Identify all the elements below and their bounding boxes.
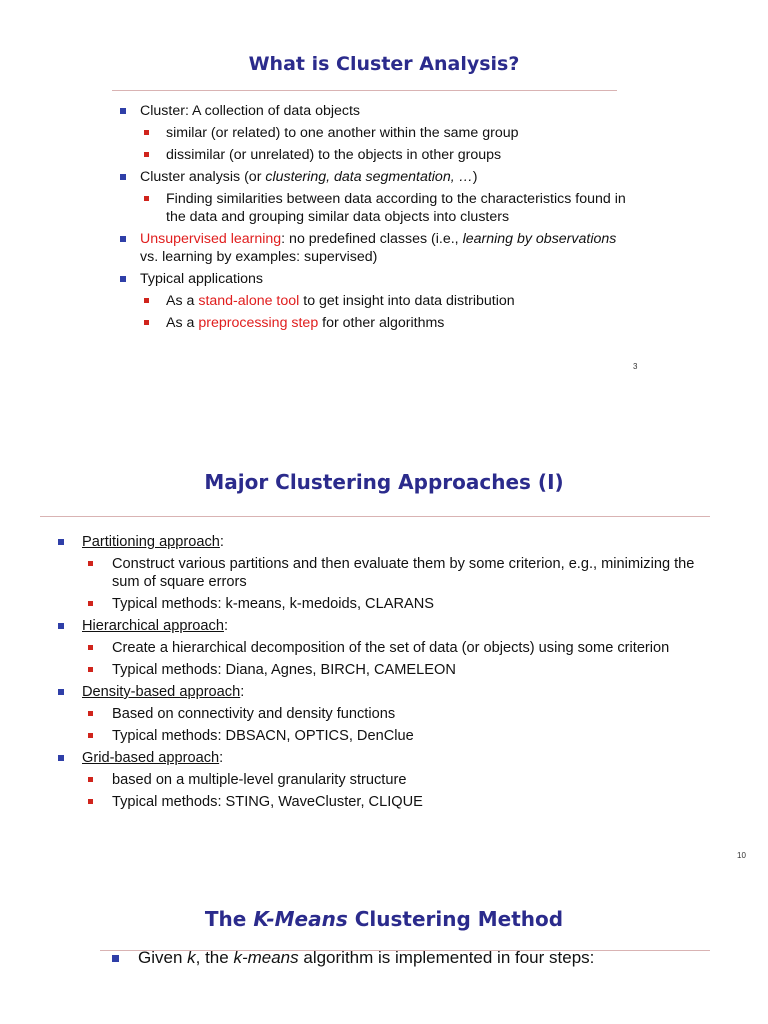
bullet-text: , the <box>195 948 234 967</box>
bullet-text-italic: learning by observations <box>462 231 617 247</box>
slide-title: What is Cluster Analysis? <box>248 53 520 75</box>
bullet-text: As a <box>166 315 199 331</box>
slide-major-clustering-approaches <box>0 440 768 885</box>
slide-body <box>56 529 716 811</box>
bullet-text-italic: k <box>187 948 196 967</box>
title-text-italic: K-Means <box>253 907 348 931</box>
slide-body <box>110 942 710 970</box>
bullet-typical-applications <box>118 270 638 288</box>
bullet-text: Typical methods: DBSACN, OPTICS, DenClue <box>112 728 414 744</box>
bullet-text: Typical methods: STING, WaveCluster, CLIQUE <box>112 794 423 810</box>
bullet-density <box>56 683 716 701</box>
slide-cluster-analysis <box>0 0 768 440</box>
subbullet-hierarchical-create <box>80 639 716 657</box>
subbullet-hierarchical-methods <box>80 661 716 679</box>
subbullet-grid-methods <box>80 793 716 811</box>
bullet-partitioning <box>56 533 716 551</box>
page-number: 10 <box>737 851 746 860</box>
bullet-text: similar (or related) to one another within the same group <box>166 125 519 141</box>
subbullet-density-based-on <box>80 705 716 723</box>
bullet-text: : <box>219 534 224 550</box>
bullet-text: Finding similarities between data according to the characteristics found in the data and grouping similar data objects into clusters <box>166 191 626 225</box>
subbullet-preprocessing <box>142 314 638 332</box>
page-number: 3 <box>633 362 638 371</box>
bullet-cluster-analysis <box>118 168 638 186</box>
bullet-grid <box>56 749 716 767</box>
subbullet-partitioning-construct <box>80 555 716 591</box>
bullet-heading: Grid-based approach <box>82 750 220 766</box>
bullet-text: vs. learning by examples: supervised) <box>140 249 378 265</box>
subbullet-dissimilar <box>142 146 638 164</box>
slide-k-means-method <box>0 885 768 1024</box>
bullet-text: dissimilar (or unrelated) to the objects in other groups <box>166 147 502 163</box>
bullet-text: Based on connectivity and density functions <box>112 706 396 722</box>
bullet-text: : <box>219 750 224 766</box>
bullet-text: Typical methods: k-means, k-medoids, CLARANS <box>112 596 434 612</box>
subbullet-density-methods <box>80 727 716 745</box>
subbullet-partitioning-methods <box>80 595 716 613</box>
bullet-text: Typical methods: Diana, Agnes, BIRCH, CAMELEON <box>112 662 456 678</box>
bullet-text: based on a multiple-level granularity structure <box>112 772 407 788</box>
bullet-text: As a <box>166 293 199 309</box>
bullet-given-k <box>110 946 710 970</box>
subbullet-finding <box>142 190 638 226</box>
bullet-text: for other algorithms <box>318 315 445 331</box>
highlight-text: Unsupervised learning <box>140 231 282 247</box>
bullet-text: Construct various partitions and then evaluate them by some criterion, e.g., minimizing the sum of square errors <box>112 556 695 590</box>
bullet-text: Cluster: A collection of data objects <box>140 103 361 119</box>
title-text: Clustering Method <box>347 907 564 931</box>
subbullet-stand-alone <box>142 292 638 310</box>
title-text: The <box>204 907 254 931</box>
subbullet-similar <box>142 124 638 142</box>
subbullet-grid-based-on <box>80 771 716 789</box>
bullet-heading: Partitioning approach <box>82 534 220 550</box>
bullet-text: : <box>240 684 245 700</box>
highlight-text: preprocessing step <box>198 315 319 331</box>
title-divider <box>112 90 617 91</box>
bullet-unsupervised <box>118 230 638 266</box>
slide-body <box>118 98 638 332</box>
bullet-heading: Density-based approach <box>82 684 241 700</box>
bullet-text-italic: clustering, data segmentation, … <box>265 169 473 185</box>
bullet-text-italic: k-means <box>233 948 299 967</box>
bullet-text: ) <box>472 169 478 185</box>
bullet-text: Typical applications <box>140 271 264 287</box>
bullet-text: Cluster analysis (or <box>140 169 266 185</box>
bullet-text: : no predefined classes (i.e., <box>281 231 463 247</box>
bullet-hierarchical <box>56 617 716 635</box>
bullet-text: to get insight into data distribution <box>299 293 515 309</box>
bullet-heading: Hierarchical approach <box>82 618 224 634</box>
highlight-text: stand-alone tool <box>198 293 300 309</box>
bullet-text: Create a hierarchical decomposition of the set of data (or objects) using some criterion <box>112 640 670 656</box>
title-divider <box>40 516 710 517</box>
bullet-text: algorithm is implemented in four steps: <box>298 948 595 967</box>
bullet-text: Given <box>138 948 188 967</box>
slide-title <box>0 907 768 931</box>
slide-title: Major Clustering Approaches (I) <box>204 470 564 494</box>
bullet-text: : <box>223 618 229 634</box>
bullet-cluster <box>118 102 638 120</box>
